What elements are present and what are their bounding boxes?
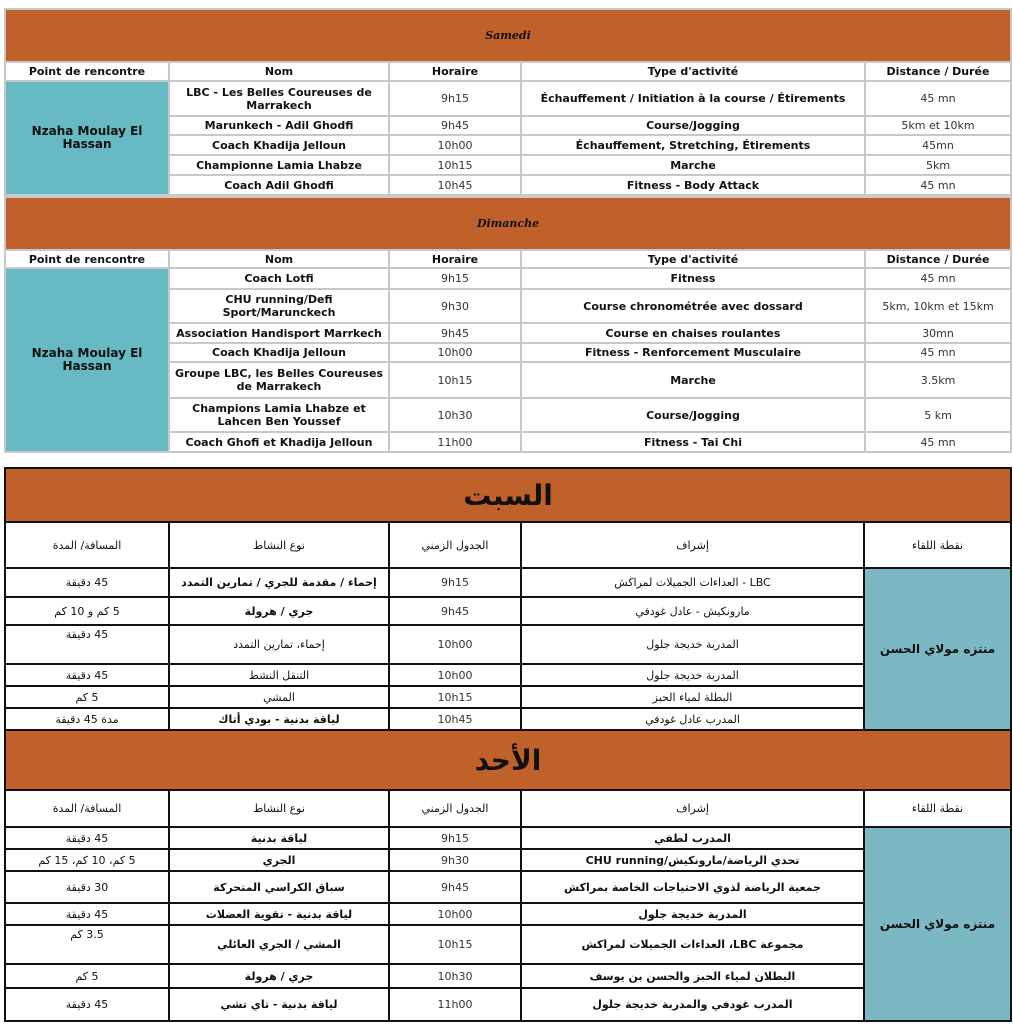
- supervision-cell: البطلان لمياء الحبز والحسن بن يوسف: [521, 964, 864, 988]
- samedi-section: [4, 8, 1010, 196]
- type-cell: Échauffement, Stretching, Étirements: [521, 135, 865, 155]
- type-cell: سباق الكراسي المتحركة: [169, 871, 389, 903]
- saturday-arabic-table: [4, 467, 1012, 731]
- horaire-cell: 10h30: [389, 964, 521, 988]
- table-row: [5, 686, 1011, 708]
- type-cell: Échauffement / Initiation à la course / Étirements: [521, 81, 865, 116]
- supervision-cell: المدرب غودفي والمدربة خديجة جلول: [521, 988, 864, 1021]
- header-nom: Nom: [169, 250, 389, 268]
- type-cell: لياقة بدنية - تاي تشي: [169, 988, 389, 1021]
- horaire-cell: 10h00: [389, 664, 521, 686]
- horaire-cell: 10h45: [389, 708, 521, 730]
- horaire-cell: 9h45: [389, 323, 521, 343]
- header-distance: Distance / Durée: [865, 250, 1011, 268]
- type-cell: إحماء، تمارين التمدد: [169, 625, 389, 664]
- type-cell: جري / هرولة: [169, 964, 389, 988]
- supervision-cell: مجموعة LBC، العداءات الجميلات لمراكش: [521, 925, 864, 964]
- dimanche-title: Dimanche: [5, 197, 1011, 250]
- horaire-cell: 10h45: [389, 175, 521, 195]
- table-row: [5, 988, 1011, 1021]
- header-point-de-rencontre: Point de rencontre: [5, 62, 169, 81]
- supervision-cell: LBC - العداءات الجميلات لمراكش: [521, 568, 864, 597]
- distance-cell: 5km: [865, 155, 1011, 175]
- distance-cell: 45 دقيقة: [5, 827, 169, 849]
- header-distance: المسافة/ المدة: [5, 790, 169, 827]
- nom-cell: CHU running/Defi Sport/Marunckech: [169, 289, 389, 323]
- horaire-cell: 11h00: [389, 432, 521, 452]
- dimanche-section: [4, 196, 1010, 453]
- header-distance: Distance / Durée: [865, 62, 1011, 81]
- table-row: [5, 81, 1011, 116]
- distance-cell: 5 كم، 10 كم، 15 كم: [5, 849, 169, 871]
- type-cell: الجري: [169, 849, 389, 871]
- horaire-cell: 10h00: [389, 625, 521, 664]
- type-cell: Fitness - Renforcement Musculaire: [521, 343, 865, 362]
- type-cell: Fitness: [521, 268, 865, 289]
- samedi-title: Samedi: [5, 9, 1011, 62]
- horaire-cell: 10h00: [389, 135, 521, 155]
- meeting-point-cell: Nzaha Moulay El Hassan: [5, 81, 169, 195]
- dimanche-table: [4, 196, 1012, 453]
- supervision-cell: المدربة خديجة جلول: [521, 664, 864, 686]
- table-row: [5, 964, 1011, 988]
- header-horaire: Horaire: [389, 250, 521, 268]
- supervision-cell: المدرب عادل غودفي: [521, 708, 864, 730]
- header-horaire: Horaire: [389, 62, 521, 81]
- type-cell: Marche: [521, 155, 865, 175]
- supervision-cell: البطلة لمياء الحبز: [521, 686, 864, 708]
- horaire-cell: 9h15: [389, 81, 521, 116]
- table-row: [5, 849, 1011, 871]
- horaire-cell: 10h15: [389, 155, 521, 175]
- header-horaire: الجدول الزمني: [389, 790, 521, 827]
- header-type: نوع النشاط: [169, 790, 389, 827]
- distance-cell: 5 كم و 10 كم: [5, 597, 169, 625]
- header-supervision: إشراف: [521, 522, 864, 568]
- horaire-cell: 10h30: [389, 398, 521, 432]
- supervision-cell: جمعية الرياضة لذوي الاحتياجات الخاصة بمراكش: [521, 871, 864, 903]
- distance-cell: 45 دقيقة: [5, 664, 169, 686]
- type-cell: المشي / الجري العائلي: [169, 925, 389, 964]
- horaire-cell: 9h15: [389, 568, 521, 597]
- header-distance: المسافة/ المدة: [5, 522, 169, 568]
- horaire-cell: 9h45: [389, 871, 521, 903]
- type-cell: Fitness - Body Attack: [521, 175, 865, 195]
- header-type: Type d'activité: [521, 62, 865, 81]
- table-row: [5, 664, 1011, 686]
- header-meeting-point: نقطة اللقاء: [864, 790, 1011, 827]
- meeting-point-cell: Nzaha Moulay El Hassan: [5, 268, 169, 452]
- supervision-cell: المدرب لطفي: [521, 827, 864, 849]
- type-cell: Fitness - Tai Chi: [521, 432, 865, 452]
- nom-cell: Coach Adil Ghodfi: [169, 175, 389, 195]
- type-cell: Course/Jogging: [521, 398, 865, 432]
- distance-cell: 5 km: [865, 398, 1011, 432]
- horaire-cell: 10h00: [389, 903, 521, 925]
- distance-cell: 3.5km: [865, 362, 1011, 398]
- distance-cell: 45 mn: [865, 175, 1011, 195]
- distance-cell: 45 دقيقة: [5, 903, 169, 925]
- nom-cell: Coach Lotfi: [169, 268, 389, 289]
- distance-cell: 45mn: [865, 135, 1011, 155]
- distance-cell: 30 دقيقة: [5, 871, 169, 903]
- horaire-cell: 9h45: [389, 116, 521, 135]
- type-cell: Course/Jogging: [521, 116, 865, 135]
- table-row: [5, 268, 1011, 289]
- horaire-cell: 11h00: [389, 988, 521, 1021]
- supervision-cell: تحدي الرياضة/مارونكيش/CHU running: [521, 849, 864, 871]
- table-row: [5, 708, 1011, 730]
- nom-cell: Association Handisport Marrkech: [169, 323, 389, 343]
- distance-cell: 45 mn: [865, 432, 1011, 452]
- table-row: [5, 925, 1011, 964]
- nom-cell: Marunkech - Adil Ghodfi: [169, 116, 389, 135]
- table-row: [5, 625, 1011, 664]
- sunday-arabic-section: [4, 729, 1010, 1022]
- distance-cell: 3.5 كم: [5, 925, 169, 964]
- table-row: [5, 597, 1011, 625]
- header-nom: Nom: [169, 62, 389, 81]
- type-cell: Marche: [521, 362, 865, 398]
- saturday-arabic-title: السبت: [5, 468, 1011, 522]
- distance-cell: 5km, 10km et 15km: [865, 289, 1011, 323]
- nom-cell: Coach Khadija Jelloun: [169, 343, 389, 362]
- nom-cell: Groupe LBC, les Belles Coureuses de Marrakech: [169, 362, 389, 398]
- type-cell: Course en chaises roulantes: [521, 323, 865, 343]
- nom-cell: Coach Ghofi et Khadija Jelloun: [169, 432, 389, 452]
- distance-cell: 5km et 10km: [865, 116, 1011, 135]
- horaire-cell: 10h15: [389, 362, 521, 398]
- horaire-cell: 10h00: [389, 343, 521, 362]
- horaire-cell: 9h30: [389, 849, 521, 871]
- header-meeting-point: نقطة اللقاء: [864, 522, 1011, 568]
- type-cell: جري / هرولة: [169, 597, 389, 625]
- type-cell: لياقة بدنية: [169, 827, 389, 849]
- supervision-cell: المدربة خديجة جلول: [521, 625, 864, 664]
- nom-cell: Champions Lamia Lhabze et Lahcen Ben Youssef: [169, 398, 389, 432]
- meeting-point-cell: منتزه مولاي الحسن: [864, 827, 1011, 1021]
- supervision-cell: المدربة خديجة جلول: [521, 903, 864, 925]
- header-type: Type d'activité: [521, 250, 865, 268]
- horaire-cell: 10h15: [389, 686, 521, 708]
- distance-cell: 30mn: [865, 323, 1011, 343]
- nom-cell: LBC - Les Belles Coureuses de Marrakech: [169, 81, 389, 116]
- horaire-cell: 9h30: [389, 289, 521, 323]
- meeting-point-cell: منتزه مولاي الحسن: [864, 568, 1011, 730]
- distance-cell: مدة 45 دقيقة: [5, 708, 169, 730]
- sunday-arabic-table: [4, 729, 1012, 1022]
- type-cell: المشي: [169, 686, 389, 708]
- distance-cell: 45 mn: [865, 268, 1011, 289]
- distance-cell: 45 دقيقة: [5, 625, 169, 664]
- type-cell: Course chronométrée avec dossard: [521, 289, 865, 323]
- horaire-cell: 10h15: [389, 925, 521, 964]
- nom-cell: Championne Lamia Lhabze: [169, 155, 389, 175]
- type-cell: التنقل النشط: [169, 664, 389, 686]
- horaire-cell: 9h15: [389, 268, 521, 289]
- header-type: نوع النشاط: [169, 522, 389, 568]
- header-point-de-rencontre: Point de rencontre: [5, 250, 169, 268]
- type-cell: لياقة بدنية - بودي أتاك: [169, 708, 389, 730]
- header-supervision: إشراف: [521, 790, 864, 827]
- type-cell: إحماء / مقدمة للجري / تمارين التمدد: [169, 568, 389, 597]
- horaire-cell: 9h45: [389, 597, 521, 625]
- samedi-table: [4, 8, 1012, 196]
- table-row: [5, 871, 1011, 903]
- distance-cell: 5 كم: [5, 964, 169, 988]
- type-cell: لياقة بدنية - تقوية العضلات: [169, 903, 389, 925]
- table-row: [5, 827, 1011, 849]
- distance-cell: 5 كم: [5, 686, 169, 708]
- table-row: [5, 903, 1011, 925]
- table-row: [5, 568, 1011, 597]
- horaire-cell: 9h15: [389, 827, 521, 849]
- distance-cell: 45 دقيقة: [5, 568, 169, 597]
- distance-cell: 45 mn: [865, 81, 1011, 116]
- sunday-arabic-title: الأحد: [5, 730, 1011, 790]
- saturday-arabic-section: [4, 467, 1010, 731]
- nom-cell: Coach Khadija Jelloun: [169, 135, 389, 155]
- header-horaire: الجدول الزمني: [389, 522, 521, 568]
- distance-cell: 45 mn: [865, 343, 1011, 362]
- supervision-cell: مارونكيش - عادل غودفي: [521, 597, 864, 625]
- distance-cell: 45 دقيقة: [5, 988, 169, 1021]
